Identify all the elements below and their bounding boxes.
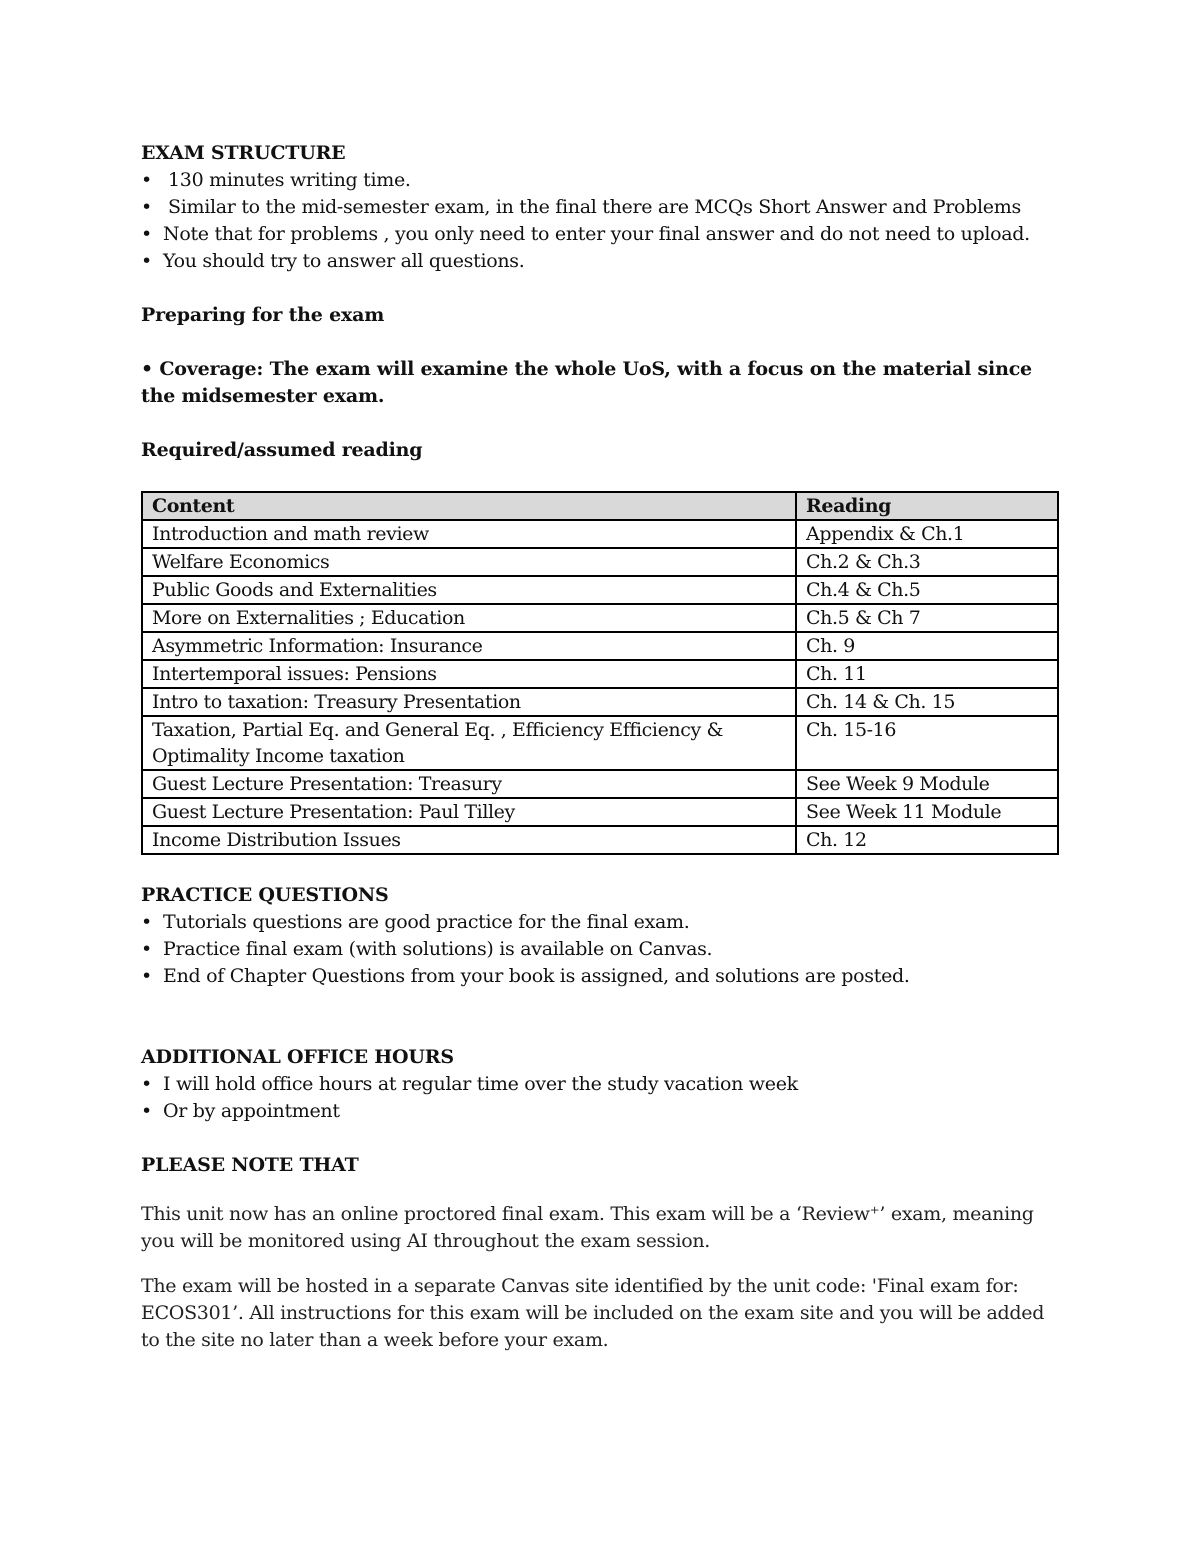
- table-row: [142, 798, 1058, 826]
- list-item: • I will hold office hours at regular time over the study vacation week: [141, 1071, 1061, 1098]
- table-cell-content: Asymmetric Information: Insurance: [142, 632, 796, 660]
- table-cell-reading: Ch.4 & Ch.5: [796, 576, 1058, 604]
- table-cell-content: Income Distribution Issues: [142, 826, 796, 854]
- table-row: [142, 548, 1058, 576]
- table-cell-reading: Ch. 11: [796, 660, 1058, 688]
- table-row: [142, 826, 1058, 854]
- table-row: [142, 604, 1058, 632]
- bullet-icon: •: [141, 911, 152, 933]
- bullet-icon: •: [141, 196, 152, 218]
- table-cell-reading: Ch. 9: [796, 632, 1058, 660]
- list-item: • End of Chapter Questions from your book is assigned, and solutions are posted.: [141, 963, 1061, 990]
- note-paragraph-proctoring: This unit now has an online proctored final exam. This exam will be a ‘Review⁺’ exam, meaning you will be monitored using AI throughout the exam session.: [141, 1203, 1034, 1252]
- office-hours-heading: ADDITIONAL OFFICE HOURS: [141, 1046, 454, 1068]
- list-item: • Similar to the mid-semester exam, in the final there are MCQs Short Answer and Problems: [141, 194, 1061, 221]
- table-row: [142, 688, 1058, 716]
- table-cell-content: Welfare Economics: [142, 548, 796, 576]
- practice-list: [141, 909, 1061, 990]
- exam-structure-section: [141, 140, 1061, 275]
- table-header-row: [142, 492, 1058, 520]
- bullet-icon: •: [141, 169, 152, 191]
- table-row: [142, 576, 1058, 604]
- document-page: [141, 140, 1061, 1354]
- practice-section: [141, 882, 1061, 990]
- bullet-icon: •: [141, 250, 152, 272]
- table-cell-reading: Ch.2 & Ch.3: [796, 548, 1058, 576]
- table-cell-content: Guest Lecture Presentation: Paul Tilley: [142, 798, 796, 826]
- column-header-content: Content: [142, 492, 796, 520]
- list-item: • Practice final exam (with solutions) is available on Canvas.: [141, 936, 1061, 963]
- table-cell-reading: Appendix & Ch.1: [796, 520, 1058, 548]
- office-hours-section: [141, 1044, 1061, 1125]
- list-item: • Note that for problems , you only need to enter your final answer and do not need to upload.: [141, 221, 1061, 248]
- reading-heading: Required/assumed reading: [141, 439, 423, 461]
- column-header-reading: Reading: [796, 492, 1058, 520]
- preparing-heading: Preparing for the exam: [141, 304, 385, 326]
- table-cell-reading: Ch. 14 & Ch. 15: [796, 688, 1058, 716]
- bullet-icon: •: [141, 1073, 152, 1095]
- table-cell-content: Introduction and math review: [142, 520, 796, 548]
- table-cell-reading: Ch.5 & Ch 7: [796, 604, 1058, 632]
- office-hours-list: [141, 1071, 1061, 1125]
- exam-structure-list: [141, 167, 1061, 275]
- table-cell-content: Guest Lecture Presentation: Treasury: [142, 770, 796, 798]
- bullet-icon: •: [141, 1100, 152, 1122]
- table-row: [142, 632, 1058, 660]
- list-item: • Or by appointment: [141, 1098, 1061, 1125]
- table-row: [142, 716, 1058, 770]
- table-cell-reading: Ch. 15-16: [796, 716, 1058, 770]
- reading-table: [141, 491, 1059, 855]
- coverage-text: • Coverage: The exam will examine the whole UoS, with a focus on the material since the midsemester exam.: [141, 358, 1032, 407]
- reading-section: [141, 437, 1061, 855]
- table-cell-content: Intertemporal issues: Pensions: [142, 660, 796, 688]
- table-cell-reading: Ch. 12: [796, 826, 1058, 854]
- exam-structure-heading: EXAM STRUCTURE: [141, 142, 346, 164]
- bullet-icon: •: [141, 938, 152, 960]
- note-heading: PLEASE NOTE THAT: [141, 1154, 359, 1176]
- table-row: [142, 660, 1058, 688]
- table-cell-reading: See Week 9 Module: [796, 770, 1058, 798]
- list-item: • 130 minutes writing time.: [141, 167, 1061, 194]
- table-cell-content: Public Goods and Externalities: [142, 576, 796, 604]
- note-paragraph-canvas-site: The exam will be hosted in a separate Canvas site identified by the unit code: 'Final exam for: ECOS301’. All instructions for this exam will be included on the exam site and you will be added to the site no later than a week before your exam.: [141, 1275, 1045, 1351]
- table-cell-reading: See Week 11 Module: [796, 798, 1058, 826]
- table-row: [142, 520, 1058, 548]
- table-row: [142, 770, 1058, 798]
- note-section: [141, 1152, 1061, 1354]
- list-item: • You should try to answer all questions.: [141, 248, 1061, 275]
- bullet-icon: •: [141, 223, 152, 245]
- table-cell-content: Intro to taxation: Treasury Presentation: [142, 688, 796, 716]
- practice-heading: PRACTICE QUESTIONS: [141, 884, 389, 906]
- list-item: • Tutorials questions are good practice for the final exam.: [141, 909, 1061, 936]
- bullet-icon: •: [141, 965, 152, 987]
- table-cell-content: Taxation, Partial Eq. and General Eq. , Efficiency Efficiency & Optimality Income taxation: [142, 716, 796, 770]
- preparing-section: [141, 302, 1061, 410]
- table-cell-content: More on Externalities ; Education: [142, 604, 796, 632]
